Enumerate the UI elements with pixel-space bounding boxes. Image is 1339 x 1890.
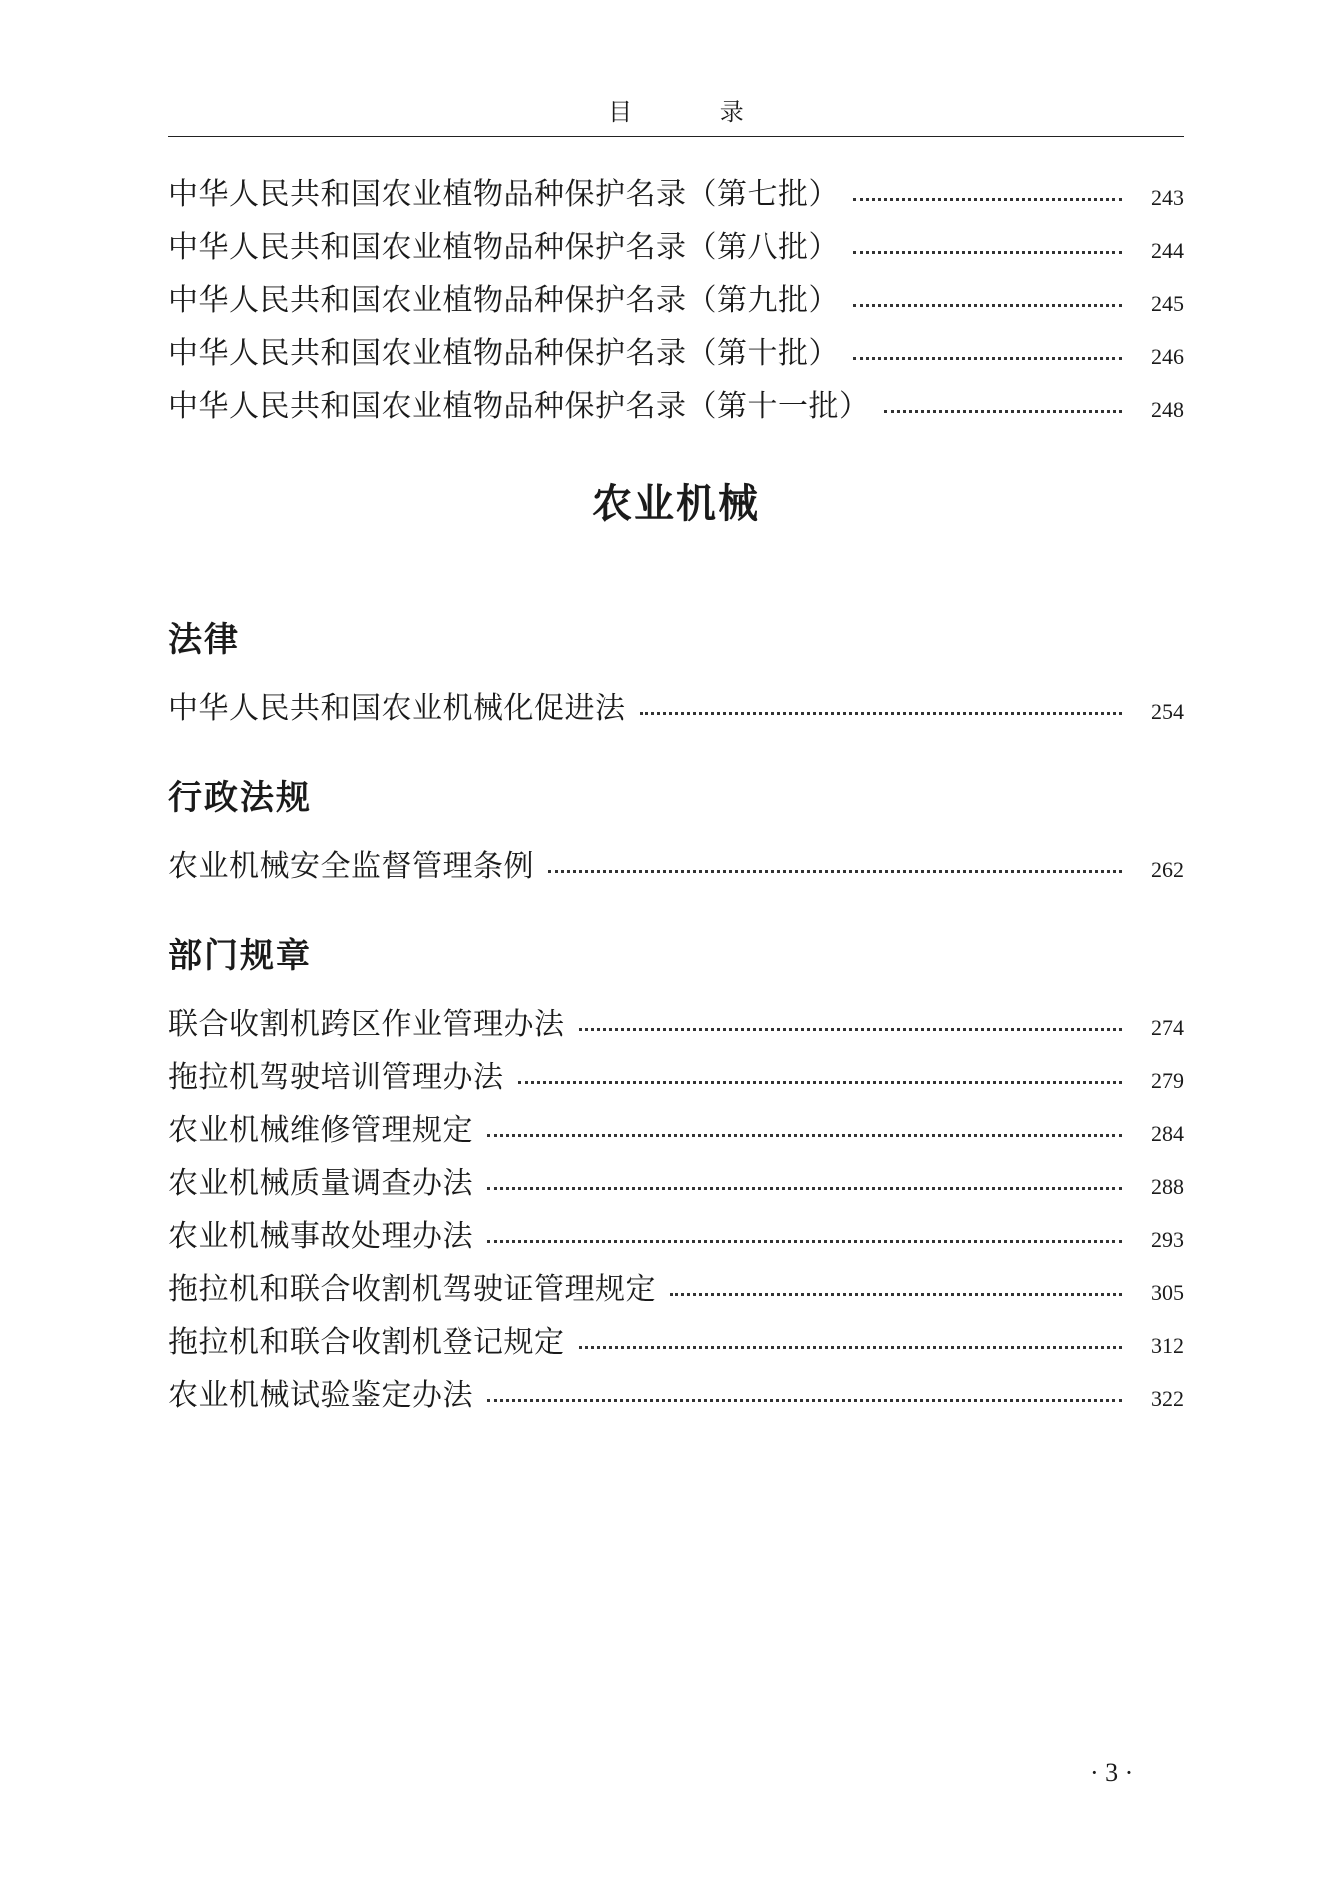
toc-entry[interactable] (168, 1202, 1184, 1255)
toc-entry-page: 305 (1151, 1280, 1184, 1305)
toc-entry[interactable] (168, 990, 1184, 1043)
toc-entry-title: 拖拉机驾驶培训管理办法 (168, 1060, 504, 1095)
toc-entry-page: 262 (1151, 857, 1184, 882)
toc-entry-title: 联合收割机跨区作业管理办法 (168, 1007, 565, 1042)
part-heading: 农业机械 (592, 481, 760, 527)
header-rule (168, 136, 1184, 137)
toc-entry-title: 拖拉机和联合收割机登记规定 (168, 1325, 565, 1360)
dot-leader (487, 1399, 1122, 1402)
toc-entry-title: 中华人民共和国农业机械化促进法 (168, 691, 626, 726)
toc-entry-title: 中华人民共和国农业植物品种保护名录（第八批） (168, 230, 839, 265)
toc-entry-title: 拖拉机和联合收割机驾驶证管理规定 (168, 1272, 656, 1307)
toc-entry-page: 246 (1151, 344, 1184, 369)
section-heading-departmental-rules: 部门规章 (168, 936, 312, 976)
toc-entry-title: 中华人民共和国农业植物品种保护名录（第九批） (168, 283, 839, 318)
dot-leader (884, 410, 1123, 413)
toc-entry-title: 农业机械维修管理规定 (168, 1113, 473, 1148)
dot-leader (579, 1346, 1123, 1349)
dot-leader (853, 357, 1122, 360)
toc-entry-page: 243 (1151, 185, 1184, 210)
dot-leader (487, 1240, 1122, 1243)
toc-entry[interactable] (168, 372, 1184, 425)
toc-entry-title: 中华人民共和国农业植物品种保护名录（第十批） (168, 336, 839, 371)
dot-leader (579, 1028, 1123, 1031)
toc-entry-page: 293 (1151, 1227, 1184, 1252)
dot-leader (853, 198, 1122, 201)
toc-entry[interactable] (168, 1308, 1184, 1361)
toc-entry-page: 245 (1151, 291, 1184, 316)
toc-entry-title: 农业机械质量调查办法 (168, 1166, 473, 1201)
dot-leader (487, 1134, 1122, 1137)
dot-leader (518, 1081, 1123, 1084)
toc-entry-title: 中华人民共和国农业植物品种保护名录（第十一批） (168, 389, 870, 424)
toc-entry[interactable] (168, 832, 1184, 885)
toc-entry[interactable] (168, 266, 1184, 319)
toc-entry[interactable] (168, 213, 1184, 266)
toc-entry-page: 288 (1151, 1174, 1184, 1199)
page-number: · 3 · (1090, 1758, 1134, 1787)
running-head: 目 录 (608, 98, 784, 126)
section-heading-law: 法律 (168, 620, 240, 660)
section-heading-administrative-regulations: 行政法规 (168, 778, 312, 818)
toc-entry[interactable] (168, 1361, 1184, 1414)
toc-entry[interactable] (168, 1255, 1184, 1308)
toc-entry[interactable] (168, 1043, 1184, 1096)
toc-entry-page: 312 (1151, 1333, 1184, 1358)
toc-entry-title: 中华人民共和国农业植物品种保护名录（第七批） (168, 177, 839, 212)
toc-entry[interactable] (168, 1096, 1184, 1149)
toc-entry-page: 248 (1151, 397, 1184, 422)
toc-entry-title: 农业机械试验鉴定办法 (168, 1378, 473, 1413)
dot-leader (487, 1187, 1122, 1190)
toc-entry[interactable] (168, 1149, 1184, 1202)
dot-leader (640, 712, 1123, 715)
toc-entry[interactable] (168, 160, 1184, 213)
toc-list-departmental-rules (168, 990, 1184, 1414)
toc-entry-page: 244 (1151, 238, 1184, 263)
toc-entry-page: 254 (1151, 699, 1184, 724)
toc-entry-page: 274 (1151, 1015, 1184, 1040)
toc-list-plant-varieties (168, 160, 1184, 425)
toc-list-law (168, 674, 1184, 727)
toc-entry-page: 284 (1151, 1121, 1184, 1146)
toc-entry-page: 322 (1151, 1386, 1184, 1411)
toc-list-administrative-regulations (168, 832, 1184, 885)
toc-entry[interactable] (168, 674, 1184, 727)
dot-leader (548, 870, 1122, 873)
toc-entry-title: 农业机械安全监督管理条例 (168, 849, 534, 884)
toc-entry-page: 279 (1151, 1068, 1184, 1093)
dot-leader (670, 1293, 1122, 1296)
dot-leader (853, 251, 1122, 254)
toc-entry-title: 农业机械事故处理办法 (168, 1219, 473, 1254)
toc-entry[interactable] (168, 319, 1184, 372)
dot-leader (853, 304, 1122, 307)
